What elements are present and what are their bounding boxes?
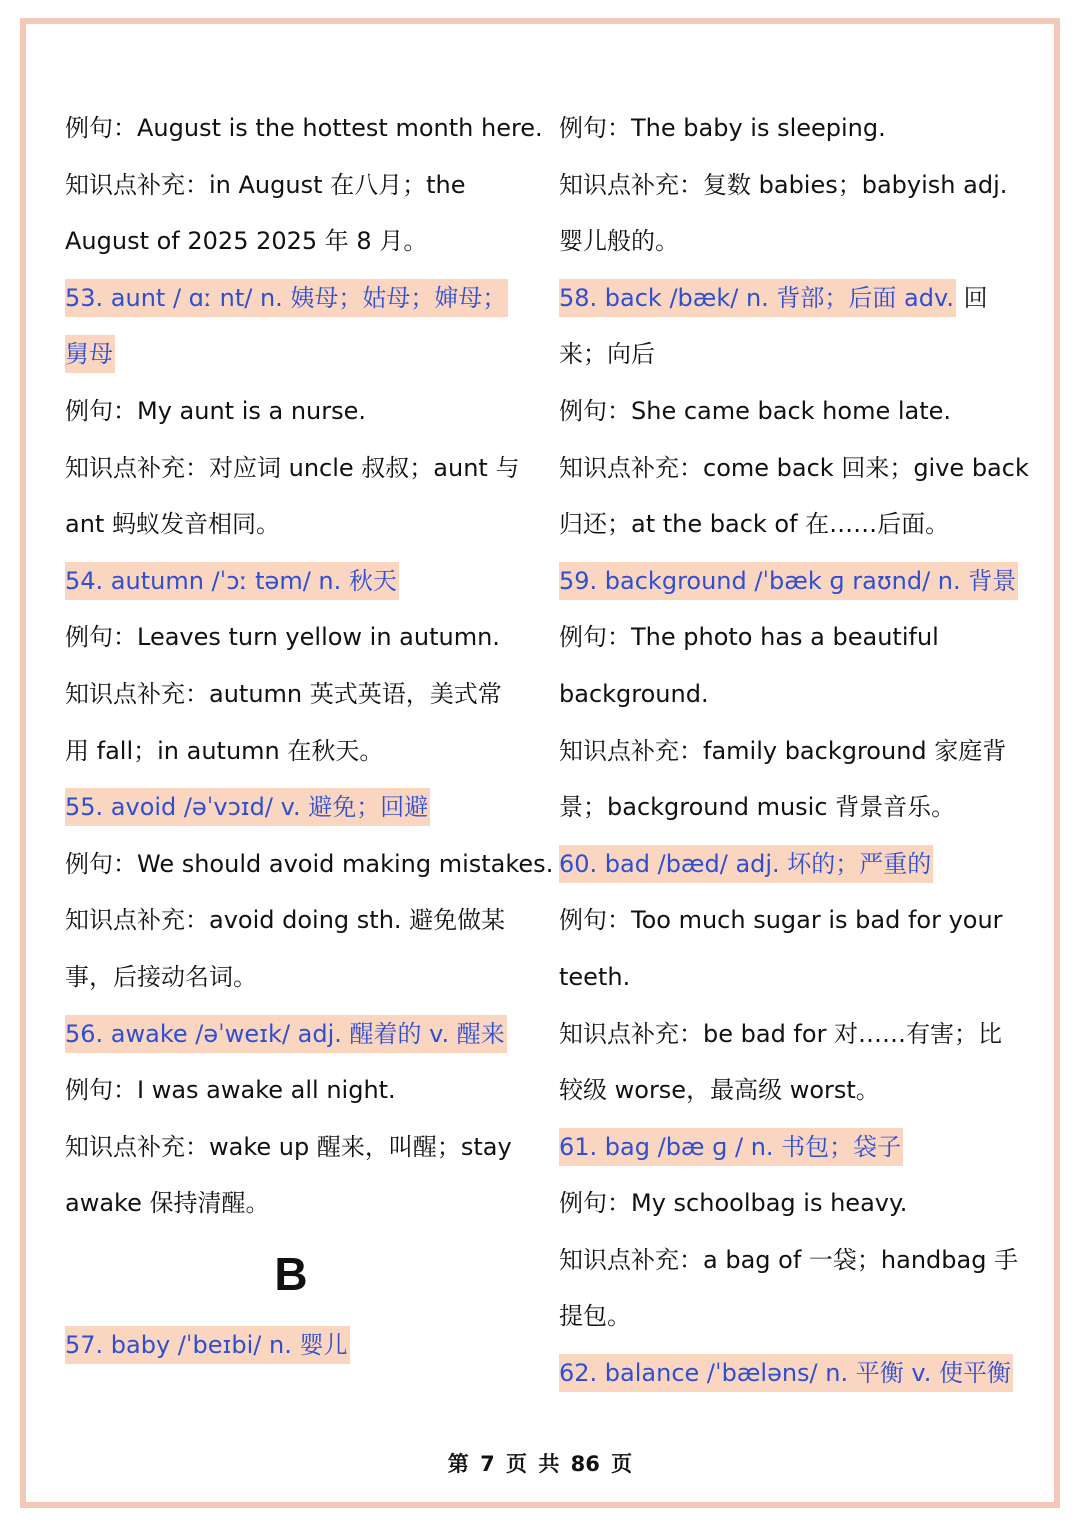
entry-heading-line xyxy=(559,836,1021,893)
text-line: 例句：My aunt is a nurse. xyxy=(65,396,367,425)
text-line: awake 保持清醒。 xyxy=(65,1189,270,1218)
right-column xyxy=(559,100,1029,1402)
entry-heading: 61. bag /bæ ɡ / n. 书包；袋子 xyxy=(559,1128,903,1166)
text-line: 知识点补充：avoid doing sth. 避免做某 xyxy=(65,906,506,935)
entry-heading: 舅母 xyxy=(65,335,115,373)
page-footer: 第 7 页 共 86 页 xyxy=(447,1452,633,1476)
section-letter: B xyxy=(274,1247,308,1300)
entry-heading-line xyxy=(559,553,1021,610)
text-line: 知识点补充：come back 回来；give back xyxy=(559,453,1029,482)
text-line: 例句：She came back home late. xyxy=(559,396,952,425)
text-line: 较级 worse，最高级 worst。 xyxy=(559,1076,880,1105)
text-line: 知识点补充：对应词 uncle 叔叔；aunt 与 xyxy=(65,453,520,482)
text-line: 来；向后 xyxy=(559,340,655,369)
entry-heading-line xyxy=(65,1317,527,1374)
entry-heading: 54. autumn /ˈɔː təm/ n. 秋天 xyxy=(65,562,399,600)
text-line: 例句：We should avoid making mistakes. xyxy=(65,849,554,878)
entry-heading-line xyxy=(65,326,527,383)
entry-heading: 57. baby /ˈbeɪbi/ n. 婴儿 xyxy=(65,1326,350,1364)
text-line: background. xyxy=(559,679,709,708)
text-line: 归还；at the back of 在……后面。 xyxy=(559,510,950,539)
entry-heading-line xyxy=(559,270,1021,327)
entry-heading: 60. bad /bæd/ adj. 坏的；严重的 xyxy=(559,845,933,883)
entry-heading-line xyxy=(65,1006,527,1063)
text-line: 例句：Leaves turn yellow in autumn. xyxy=(65,623,500,652)
entry-heading: 62. balance /ˈbæləns/ n. 平衡 v. 使平衡 xyxy=(559,1354,1013,1392)
text-line: 例句：The baby is sleeping. xyxy=(559,114,886,142)
text-line: 婴儿般的。 xyxy=(559,227,679,256)
entry-heading: 56. awake /əˈweɪk/ adj. 醒着的 v. 醒来 xyxy=(65,1015,507,1053)
text-line: August of 2025 2025 年 8 月。 xyxy=(65,227,428,256)
text-line: 事，后接动名词。 xyxy=(65,962,257,991)
text-line: 知识点补充：autumn 英式英语，美式常 xyxy=(65,679,502,708)
text-line: 例句：The photo has a beautiful xyxy=(559,623,939,652)
text-line: 知识点补充：in August 在八月；the xyxy=(65,170,466,199)
entry-heading-line xyxy=(65,553,527,610)
text-line: 知识点补充：a bag of 一袋；handbag 手 xyxy=(559,1245,1019,1274)
entry-heading: 53. aunt / ɑː nt/ n. 姨母；姑母；婶母； xyxy=(65,279,508,317)
text-line: 知识点补充：wake up 醒来，叫醒；stay xyxy=(65,1132,512,1161)
text-line: 例句：Too much sugar is bad for your xyxy=(559,906,1003,935)
entry-heading-line xyxy=(65,779,527,836)
entry-heading-line xyxy=(559,1119,1021,1176)
text-line: 例句：I was awake all night. xyxy=(65,1076,396,1105)
text-line: 用 fall；in autumn 在秋天。 xyxy=(65,736,384,765)
entry-heading-tail: 回 xyxy=(955,283,988,312)
text-line: 知识点补充：be bad for 对……有害；比 xyxy=(559,1019,1003,1048)
text-line: 知识点补充：family background 家庭背 xyxy=(559,736,1007,765)
text-line: 提包。 xyxy=(559,1302,631,1331)
entry-heading: 59. background /ˈbæk ɡ raʊnd/ n. 背景 xyxy=(559,562,1018,600)
text-line: 例句：August is the hottest month here. xyxy=(65,114,543,142)
left-column xyxy=(65,100,554,1373)
text-line: 景；background music 背景音乐。 xyxy=(559,793,956,822)
text-line: 例句：My schoolbag is heavy. xyxy=(559,1189,908,1218)
entry-heading-line xyxy=(65,270,527,327)
entry-heading-line xyxy=(559,1345,1021,1402)
text-line: teeth. xyxy=(559,962,631,991)
entry-heading: 55. avoid /əˈvɔɪd/ v. 避免；回避 xyxy=(65,788,430,826)
text-line: ant 蚂蚁发音相同。 xyxy=(65,510,280,539)
text-line: 知识点补充：复数 babies；babyish adj. xyxy=(559,170,1008,199)
entry-heading: 58. back /bæk/ n. 背部；后面 adv. xyxy=(559,279,956,317)
